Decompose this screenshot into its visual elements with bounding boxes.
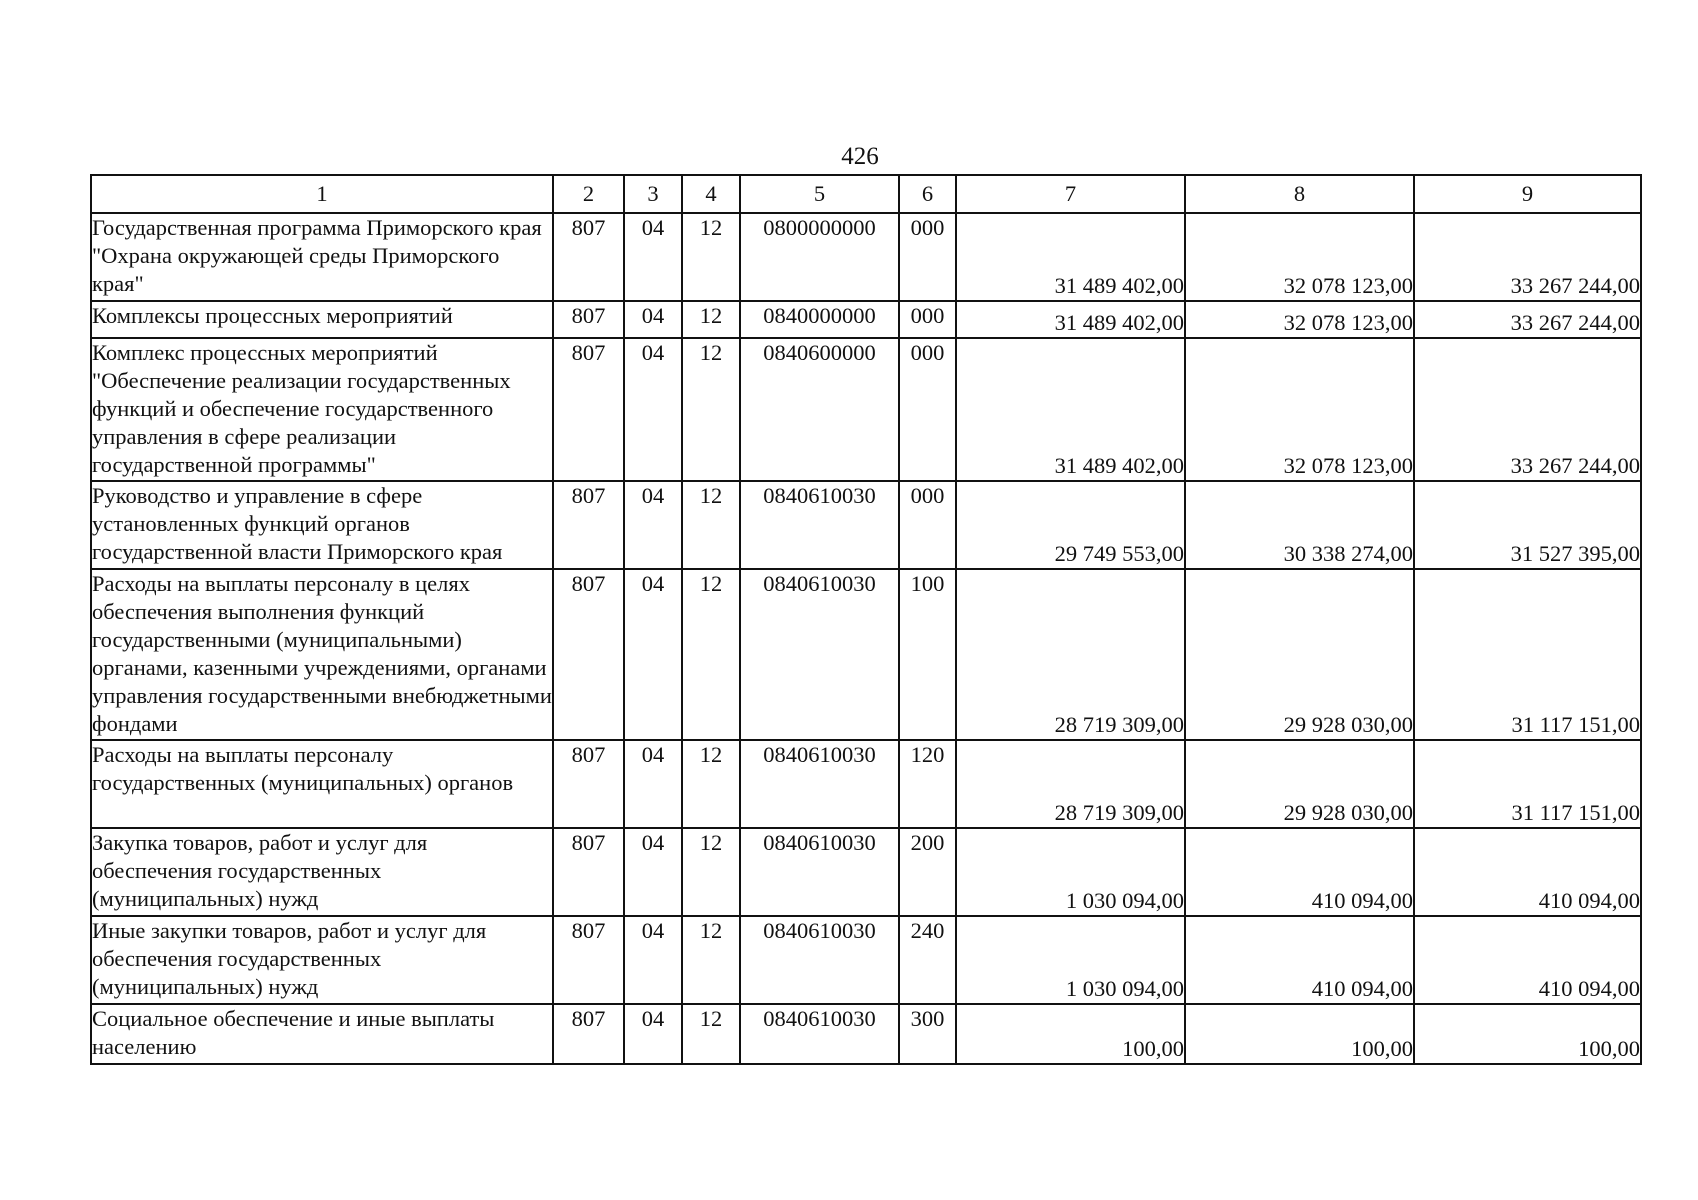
expense-name: Закупка товаров, работ и услуг для обеспечения государственных (муниципальных) нужд: [91, 828, 553, 916]
amount-col7: 100,00: [956, 1004, 1185, 1064]
section-code: 04: [624, 569, 682, 740]
page-number: 426: [841, 143, 879, 170]
section-code: 04: [624, 338, 682, 481]
column-header: 6: [899, 175, 956, 213]
expense-name: Комплекс процессных мероприятий "Обеспечение реализации государственных функций и обеспечение государственного управления в сфере реализации государственной программы": [91, 338, 553, 481]
target-article-code: 0840600000: [740, 338, 899, 481]
target-article-code: 0840610030: [740, 569, 899, 740]
subsection-code: 12: [682, 213, 740, 301]
amount-col7: 31 489 402,00: [956, 213, 1185, 301]
expense-name: Государственная программа Приморского края "Охрана окружающей среды Приморского края": [91, 213, 553, 301]
subsection-code: 12: [682, 828, 740, 916]
amount-col9: 31 527 395,00: [1414, 481, 1641, 569]
subsection-code: 12: [682, 481, 740, 569]
header-row: [91, 175, 1641, 213]
amount-col7: 28 719 309,00: [956, 740, 1185, 828]
amount-col8: 410 094,00: [1185, 916, 1414, 1004]
expense-type-code: 300: [899, 1004, 956, 1064]
column-header: 9: [1414, 175, 1641, 213]
amount-col8: 32 078 123,00: [1185, 301, 1414, 338]
target-article-code: 0800000000: [740, 213, 899, 301]
amount-col9: 31 117 151,00: [1414, 569, 1641, 740]
expense-name: Социальное обеспечение и иные выплаты населению: [91, 1004, 553, 1064]
table-row: [91, 916, 1641, 1004]
section-code: 04: [624, 916, 682, 1004]
subsection-code: 12: [682, 1004, 740, 1064]
expense-name: Иные закупки товаров, работ и услуг для обеспечения государственных (муниципальных) нужд: [91, 916, 553, 1004]
ministry-code: 807: [553, 301, 624, 338]
amount-col8: 29 928 030,00: [1185, 569, 1414, 740]
target-article-code: 0840000000: [740, 301, 899, 338]
section-code: 04: [624, 301, 682, 338]
amount-col7: 29 749 553,00: [956, 481, 1185, 569]
expense-type-code: 200: [899, 828, 956, 916]
column-header: 8: [1185, 175, 1414, 213]
amount-col8: 32 078 123,00: [1185, 213, 1414, 301]
expense-type-code: 000: [899, 338, 956, 481]
amount-col8: 32 078 123,00: [1185, 338, 1414, 481]
amount-col9: 410 094,00: [1414, 828, 1641, 916]
expense-type-code: 000: [899, 213, 956, 301]
subsection-code: 12: [682, 569, 740, 740]
target-article-code: 0840610030: [740, 740, 899, 828]
column-header: 1: [91, 175, 553, 213]
subsection-code: 12: [682, 338, 740, 481]
table-row: [91, 569, 1641, 740]
amount-col9: 33 267 244,00: [1414, 213, 1641, 301]
section-code: 04: [624, 481, 682, 569]
ministry-code: 807: [553, 338, 624, 481]
ministry-code: 807: [553, 213, 624, 301]
amount-col7: 28 719 309,00: [956, 569, 1185, 740]
amount-col9: 31 117 151,00: [1414, 740, 1641, 828]
ministry-code: 807: [553, 916, 624, 1004]
amount-col7: 31 489 402,00: [956, 301, 1185, 338]
expense-type-code: 240: [899, 916, 956, 1004]
budget-table: [90, 174, 1642, 1065]
amount-col9: 410 094,00: [1414, 916, 1641, 1004]
ministry-code: 807: [553, 481, 624, 569]
table-row: [91, 338, 1641, 481]
ministry-code: 807: [553, 740, 624, 828]
column-header: 3: [624, 175, 682, 213]
section-code: 04: [624, 1004, 682, 1064]
target-article-code: 0840610030: [740, 828, 899, 916]
amount-col7: 1 030 094,00: [956, 916, 1185, 1004]
target-article-code: 0840610030: [740, 1004, 899, 1064]
target-article-code: 0840610030: [740, 481, 899, 569]
table-row: [91, 828, 1641, 916]
table-row: [91, 1004, 1641, 1064]
expense-name: Расходы на выплаты персоналу государственных (муниципальных) органов: [91, 740, 553, 828]
amount-col9: 100,00: [1414, 1004, 1641, 1064]
column-header: 7: [956, 175, 1185, 213]
ministry-code: 807: [553, 1004, 624, 1064]
expense-name: Руководство и управление в сфере установленных функций органов государственной власти Приморского края: [91, 481, 553, 569]
section-code: 04: [624, 213, 682, 301]
section-code: 04: [624, 828, 682, 916]
expense-type-code: 120: [899, 740, 956, 828]
expense-type-code: 000: [899, 481, 956, 569]
column-header: 5: [740, 175, 899, 213]
expense-name: Комплексы процессных мероприятий: [91, 301, 553, 338]
table-row: [91, 213, 1641, 301]
subsection-code: 12: [682, 740, 740, 828]
subsection-code: 12: [682, 916, 740, 1004]
target-article-code: 0840610030: [740, 916, 899, 1004]
amount-col7: 31 489 402,00: [956, 338, 1185, 481]
table-row: [91, 740, 1641, 828]
subsection-code: 12: [682, 301, 740, 338]
table-row: [91, 481, 1641, 569]
amount-col8: 29 928 030,00: [1185, 740, 1414, 828]
amount-col8: 410 094,00: [1185, 828, 1414, 916]
ministry-code: 807: [553, 569, 624, 740]
amount-col9: 33 267 244,00: [1414, 301, 1641, 338]
amount-col9: 33 267 244,00: [1414, 338, 1641, 481]
table-row: [91, 301, 1641, 338]
amount-col8: 30 338 274,00: [1185, 481, 1414, 569]
amount-col8: 100,00: [1185, 1004, 1414, 1064]
column-header: 4: [682, 175, 740, 213]
expense-type-code: 000: [899, 301, 956, 338]
expense-type-code: 100: [899, 569, 956, 740]
section-code: 04: [624, 740, 682, 828]
column-header: 2: [553, 175, 624, 213]
ministry-code: 807: [553, 828, 624, 916]
amount-col7: 1 030 094,00: [956, 828, 1185, 916]
expense-name: Расходы на выплаты персоналу в целях обеспечения выполнения функций государственными (муниципальными) органами, казенными учреждениями, органами управления государственными внебюджетными фондами: [91, 569, 553, 740]
